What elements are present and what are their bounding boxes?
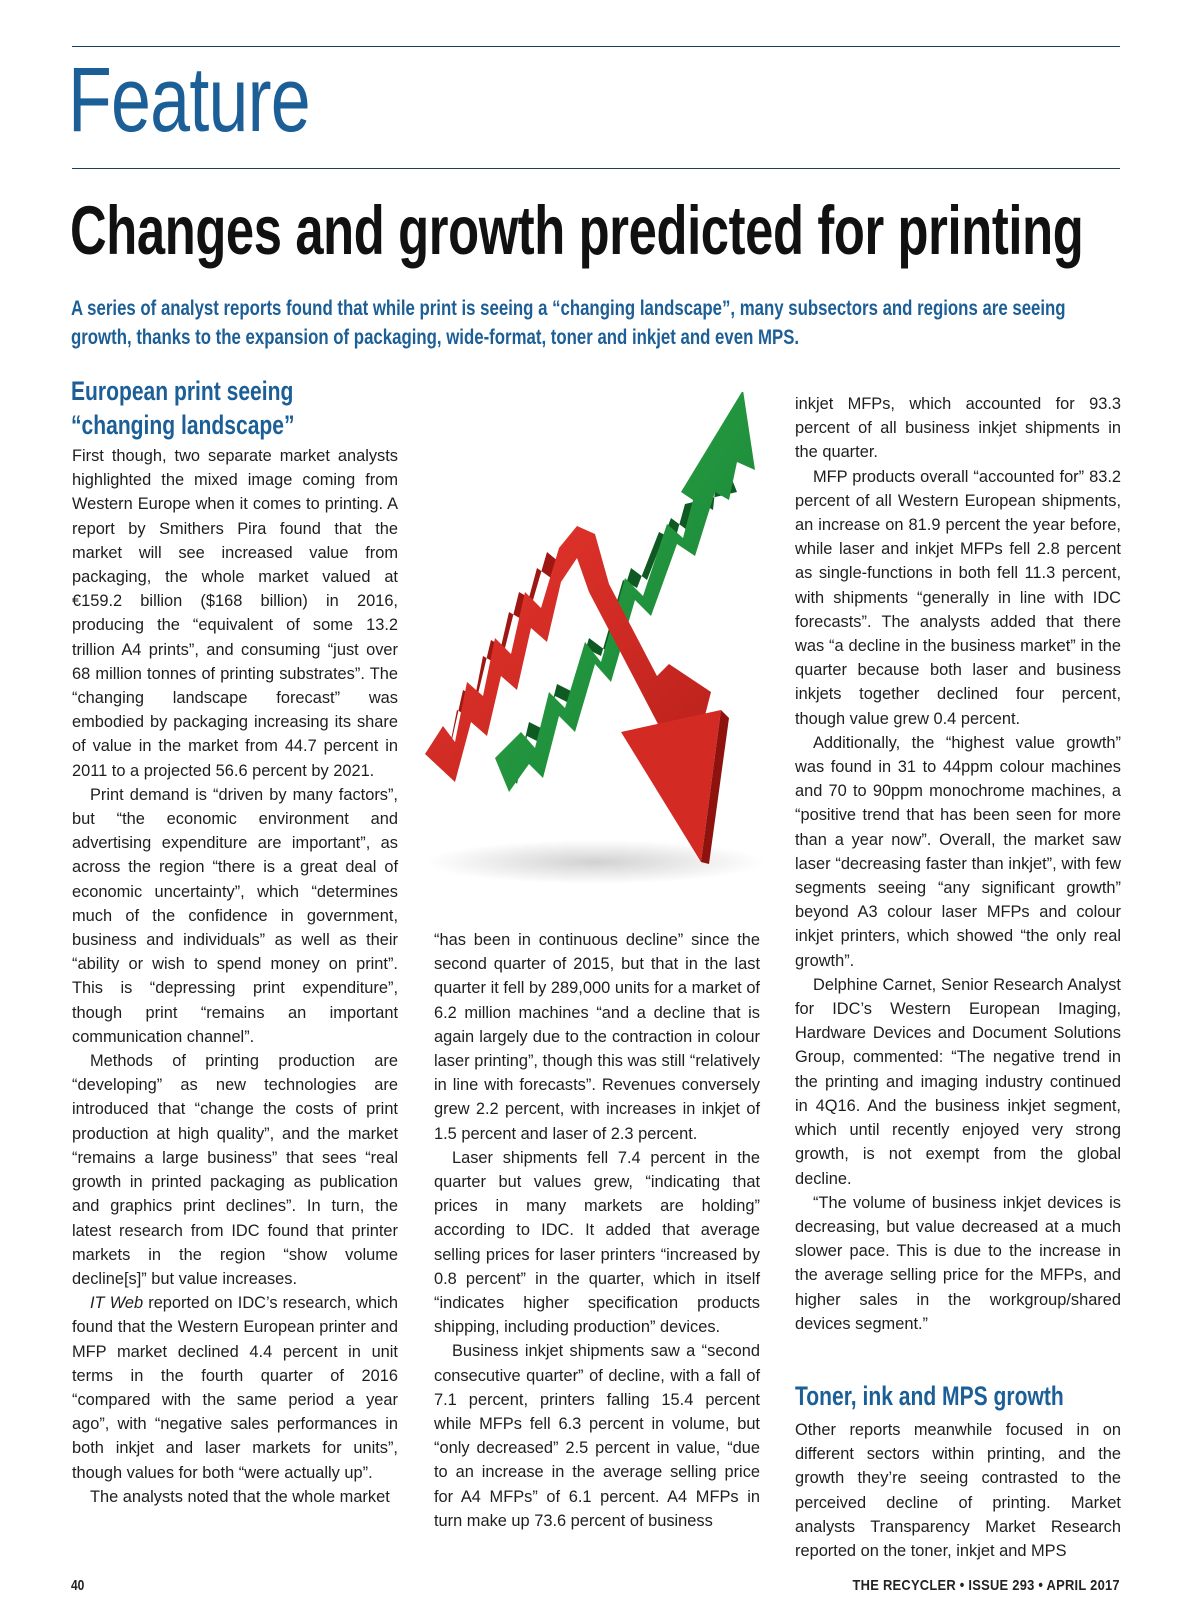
paragraph-text: reported on IDC’s research, which found that the Western European printer and MFP market declined 4.4 percent in unit terms in the fourth quarter of 2016 “compared with the same period a year ago”, with “negative sales performances in both inkjet and laser markets for units”, though values for both “were actually up”.	[72, 1294, 399, 1482]
paragraph: Additionally, the “highest value growth” was found in 31 to 44ppm colour machines and 70 to 90ppm monochrome machines, a “positive trend that has been seen for more than a year now”. Overall, the market saw laser “decreasing faster than inkjet”, with few segments seeing “any significant growth” beyond A3 colour laser MFPs and colour inkjet printers, which showed “the only real growth”.	[795, 733, 1121, 970]
page-number: 40	[71, 1577, 85, 1594]
section-title: Feature	[68, 49, 310, 151]
section-rule	[72, 168, 1120, 169]
paragraph: “The volume of business inkjet devices is decreasing, but value decreased at a much slower pace. This is due to the increase in the average selling price for the MFPs, and higher sales in the workgroup/shared devices segment.”	[795, 1193, 1121, 1333]
paragraph: Business inkjet shipments saw a “second consecutive quarter” of decline, with a fall of 7.1 percent, printers falling 15.4 percent while MFPs fell 6.3 percent in volume, but “only decreased” 2.5 percent in value, “due to an increase in the average selling price for A4 MFPs” of 6.1 percent. A4 MFPs in turn make up 73.6 percent of business	[434, 1342, 760, 1530]
publication-name: IT Web	[90, 1294, 144, 1313]
paragraph: Methods of printing production are “developing” as new technologies are introduced that “change the costs of print production at high quality”, and the market “remains a large business” that sees “real growth in printed packaging as publication and graphics print declines”. In turn, the latest research from IDC found that printer markets in the region “show volume decline[s]” but value increases.	[72, 1052, 398, 1288]
paragraph: inkjet MFPs, which accounted for 93.3 percent of all business inkjet shipments in the quarter.	[795, 395, 1121, 462]
column-3	[795, 392, 1121, 1336]
paragraph: The analysts noted that the whole market	[90, 1487, 390, 1506]
publication-footer: THE RECYCLER • ISSUE 293 • APRIL 2017	[852, 1577, 1120, 1594]
article-headline: Changes and growth predicted for printing	[70, 192, 1084, 269]
column-1	[72, 444, 398, 1509]
column-3-lower	[795, 1418, 1121, 1563]
top-rule	[72, 46, 1120, 47]
paragraph: “has been in continuous decline” since the second quarter of 2015, but that in the last quarter it fell by 289,000 units for a market of 6.2 million machines “and a decline that is again largely due to the contraction in colour laser printing”, though this was still “relatively in line with forecasts”. Revenues conversely grew 2.2 percent, with increases in inkjet of 1.5 percent and laser of 2.3 percent.	[434, 931, 760, 1143]
subhead-toner-ink-mps: Toner, ink and MPS growth	[795, 1381, 1064, 1411]
trend-arrows-illustration	[425, 392, 781, 892]
trend-arrows-icon	[425, 392, 781, 892]
paragraph: Other reports meanwhile focused in on different sectors within printing, and the growth they’re seeing contrasted to the perceived decline of printing. Market analysts Transparency Market Research reported on the toner, inkjet and MPS	[795, 1421, 1121, 1561]
paragraph	[72, 1291, 398, 1485]
column-2	[434, 928, 760, 1533]
paragraph: MFP products overall “accounted for” 83.2 percent of all Western European shipments, an increase on 81.9 percent the year before, while laser and inkjet MFPs fell 2.8 percent as single-functions in both fell 11.3 percent, with shipments “generally in line with IDC forecasts”. The analysts added that there was “a decline in the business market” in the quarter because both laser and business inkjets together declined four percent, though value grew 0.4 percent.	[795, 467, 1121, 728]
paragraph: First though, two separate market analysts highlighted the mixed image coming from Western Europe when it comes to printing. A report by Smithers Pira found that the market will see increased value from packaging, the whole market valued at €159.2 billion ($168 billion) in 2016, producing the “equivalent of some 13.2 trillion A4 prints”, and consuming “just over 68 million tonnes of printing substrates”. The “changing landscape forecast” was embodied by packaging increasing its share of value in the market from 44.7 percent in 2011 to a projected 56.6 percent by 2021.	[72, 447, 398, 780]
subhead-european-print: European print seeing “changing landscape”	[71, 376, 295, 440]
article-standfirst: A series of analyst reports found that while print is seeing a “changing landscape”, many subsectors and regions are seeing growth, thanks to the expansion of packaging, wide-format, toner and inkjet and even MPS.	[71, 297, 1066, 349]
paragraph: Laser shipments fell 7.4 percent in the quarter but values grew, “indicating that prices in many markets are holding” according to IDC. It added that average selling prices for laser printers “increased by 0.8 percent” in the quarter, which in itself “indicates higher specification products shipping, including production” devices.	[434, 1148, 760, 1337]
paragraph: Print demand is “driven by many factors”, but “the economic environment and advertising expenditure are important”, as across the region “there is a great deal of economic uncertainty”, which “determines much of the confidence in government, business and individuals” as well as their “ability or wish to spend money on print”. This is “depressing print expenditure”, though print “remains an important communication channel”.	[72, 785, 398, 1046]
paragraph: Delphine Carnet, Senior Research Analyst for IDC’s Western European Imaging, Hardware Devices and Document Solutions Group, commented: “The negative trend in the printing and imaging industry continued in 4Q16. And the business inkjet segment, which until recently enjoyed very strong growth, is not exempt from the global decline.	[795, 975, 1121, 1188]
